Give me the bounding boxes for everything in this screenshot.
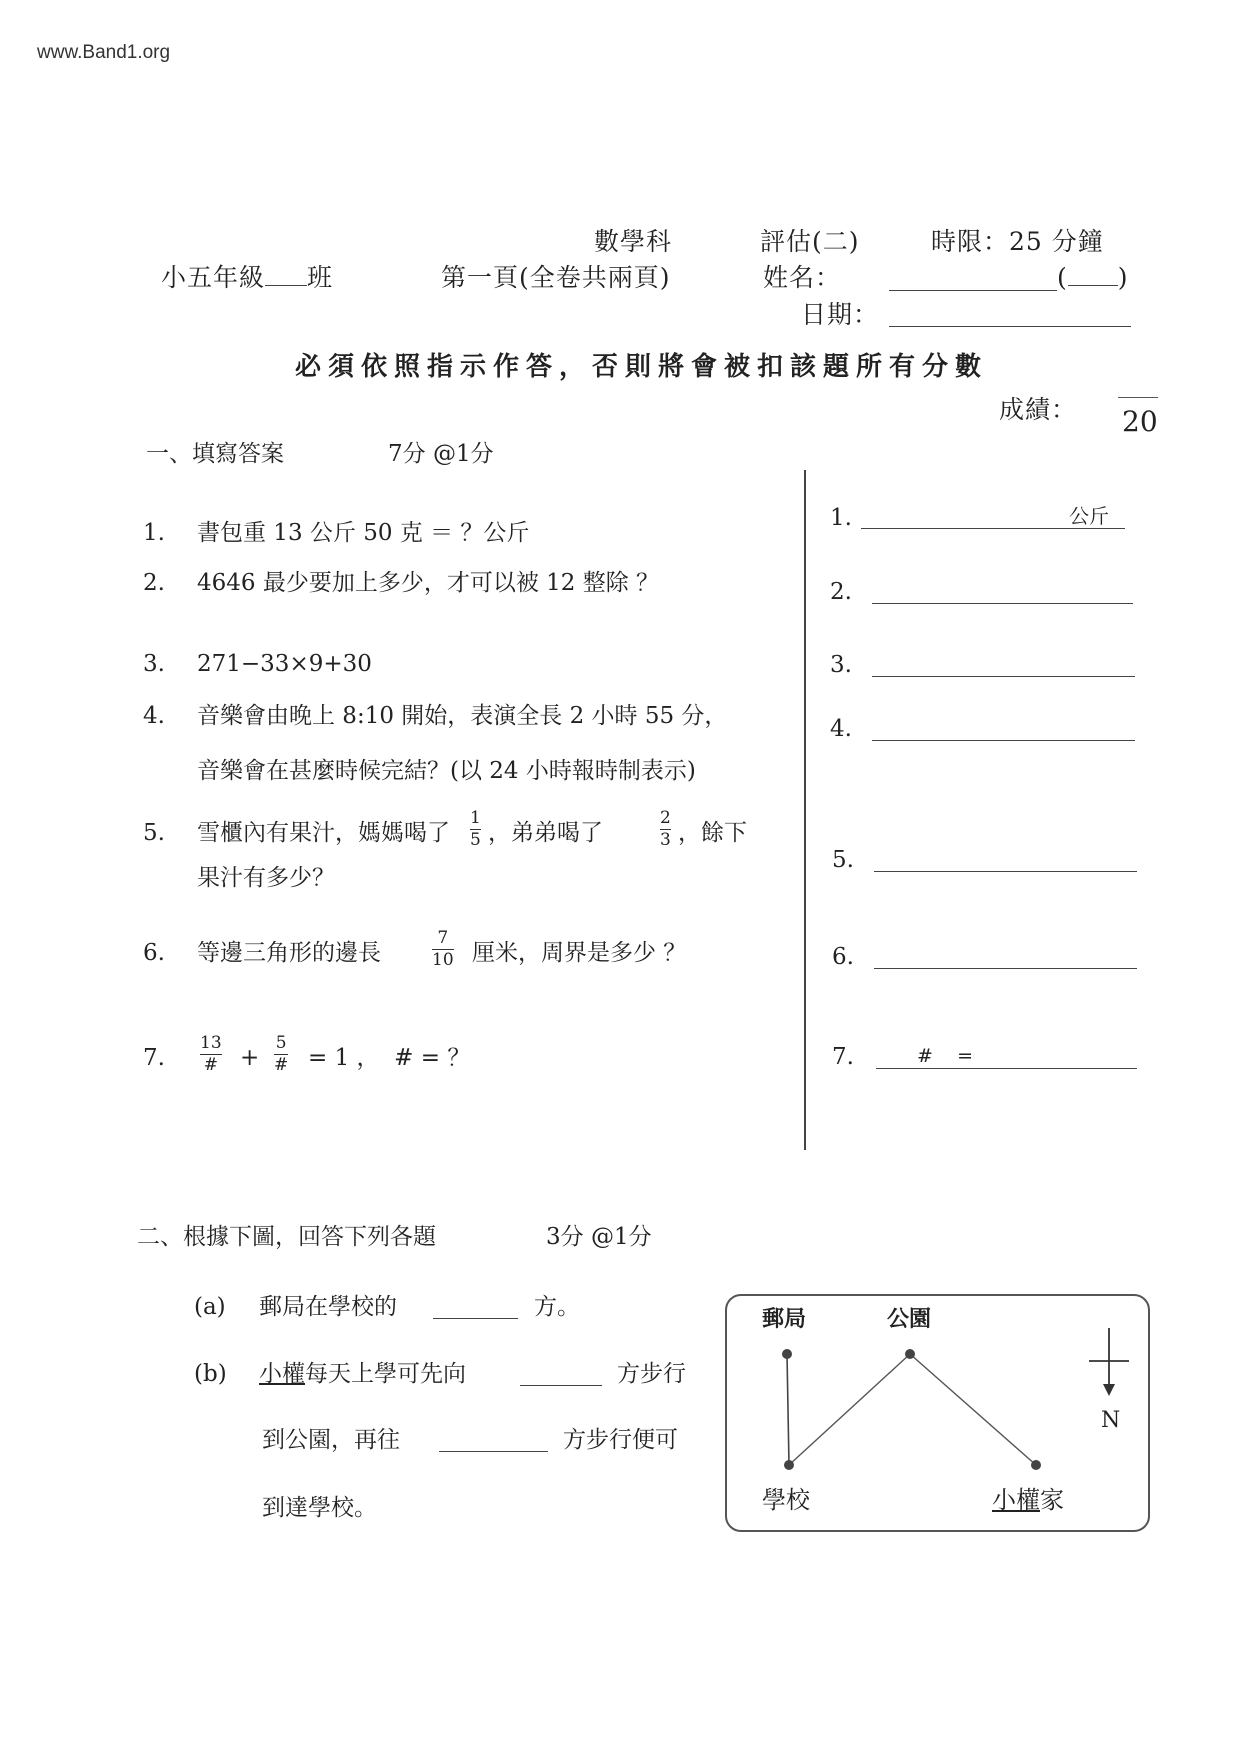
q4-number: 4. (143, 703, 165, 729)
a1-field[interactable] (861, 528, 1125, 529)
park-dot (905, 1349, 915, 1359)
time-limit: 時限：25 分鐘 (931, 227, 1104, 256)
name-label: 姓名： (763, 263, 842, 292)
score-total: 20 (1122, 405, 1158, 438)
a4-field[interactable] (872, 740, 1135, 741)
label-post-office: 郵局 (762, 1306, 807, 1332)
label-school: 學校 (762, 1486, 810, 1514)
q7-fraction-1: 13 # (200, 1033, 222, 1075)
score-field[interactable] (1118, 397, 1158, 398)
score-label: 成績： (999, 395, 1078, 424)
date-label: 日期： (801, 300, 880, 329)
q5-fraction-2: 2 3 (660, 808, 671, 850)
q1-text: 書包重 13 公斤 50 克 ＝ ？公斤 (197, 520, 530, 546)
column-divider (804, 470, 806, 1150)
qb-text-1: 每天上學可先向 (305, 1361, 466, 1387)
section2-title: 二、根據下圖，回答下列各題 (137, 1224, 436, 1250)
school-dot (784, 1460, 794, 1470)
route-park-home (910, 1354, 1036, 1465)
q4-text: 音樂會由晚上 8:10 開始，表演全長 2 小時 55 分， (197, 703, 728, 729)
grade-suffix: 班 (307, 263, 334, 292)
q7-number: 7. (143, 1045, 165, 1071)
a5-field[interactable] (874, 871, 1137, 872)
q1-number: 1. (143, 520, 165, 546)
q2-text: 4646 最少要加上多少，才可以被 12 整除 ？ (197, 570, 660, 596)
home-dot (1031, 1460, 1041, 1470)
q5-text-line2: 果汁有多少？ (197, 865, 335, 891)
compass-north-arrow-icon (1089, 1328, 1129, 1396)
a6-number: 6. (832, 944, 854, 970)
page-info: 第一頁(全卷共兩頁) (441, 263, 671, 292)
qa-text-1: 郵局在學校的 (259, 1294, 397, 1320)
class-blank[interactable] (265, 285, 307, 286)
qb-label: (b) (194, 1361, 227, 1387)
q7-fraction-2: 5 # (274, 1033, 289, 1075)
label-home: 小權家 (992, 1486, 1064, 1514)
qb-line1 (259, 1363, 466, 1386)
grade-label (161, 265, 333, 290)
q4-text-line2: 音樂會在甚麼時候完結？(以 24 小時報時制表示) (197, 758, 696, 784)
label-park: 公園 (887, 1306, 932, 1332)
a2-number: 2. (830, 579, 852, 605)
q6-text-b: 厘米，周界是多少 ？ (472, 940, 687, 966)
a2-field[interactable] (872, 603, 1133, 604)
qb-blank-1[interactable] (520, 1385, 602, 1386)
a3-number: 3. (830, 652, 852, 678)
qa-label: (a) (194, 1294, 226, 1320)
q5-text-b: ，弟弟喝了 (488, 820, 603, 846)
watermark: www.Band1.org (37, 42, 171, 63)
a3-field[interactable] (872, 676, 1135, 677)
a5-number: 5. (832, 847, 854, 873)
q3-text: 271−33×9+30 (197, 651, 372, 677)
q6-text-a: 等邊三角形的邊長 (197, 940, 381, 966)
assessment: 評估(二) (760, 227, 860, 256)
section1-marks: 7分 @1分 (388, 441, 494, 467)
map-diagram (725, 1294, 1150, 1532)
section1-title: 一、填寫答案 (146, 441, 284, 467)
qb-line2b: 方步行便可 (563, 1427, 678, 1453)
qb-name: 小權 (259, 1361, 305, 1387)
qb-line3: 到達學校。 (262, 1495, 377, 1521)
q7-plus: + (240, 1045, 260, 1071)
instruction: 必須依照指示作答，否則將會被扣該題所有分數 (295, 352, 989, 382)
q7-text: = 1 ， # = ？ (308, 1045, 471, 1071)
grade-prefix: 小五年級 (161, 263, 266, 292)
a4-number: 4. (830, 716, 852, 742)
q5-text-c: ，餘下 (678, 820, 747, 846)
q5-fraction-1: 1 5 (470, 808, 481, 850)
subject: 數學科 (594, 227, 673, 256)
q6-fraction: 7 10 (432, 928, 454, 970)
qb-text-2: 方步行 (617, 1361, 686, 1387)
qb-line2a: 到公園，再往 (262, 1427, 400, 1453)
a7-number: 7. (832, 1044, 854, 1070)
qa-text-2: 方。 (534, 1294, 580, 1320)
q3-number: 3. (143, 651, 165, 677)
q5-number: 5. (143, 820, 165, 846)
section2-marks: 3分 @1分 (546, 1224, 652, 1250)
qa-blank[interactable] (433, 1318, 518, 1319)
a1-number: 1. (830, 505, 852, 531)
route-school-post-office (787, 1354, 789, 1465)
a6-field[interactable] (874, 968, 1137, 969)
route-school-park (789, 1354, 910, 1465)
name-field[interactable] (889, 290, 1057, 291)
label-north: N (1101, 1408, 1121, 1433)
q5-text-a: 雪櫃內有果汁，媽媽喝了 (197, 820, 450, 846)
a7-field[interactable] (876, 1068, 1137, 1069)
q2-number: 2. (143, 570, 165, 596)
post-office-dot (782, 1349, 792, 1359)
date-field[interactable] (889, 326, 1131, 327)
a1-unit: 公斤 (1069, 504, 1109, 528)
class-number-field[interactable]: ( ) (1057, 263, 1129, 292)
a7-prefix: # = (917, 1045, 973, 1067)
qb-blank-2[interactable] (439, 1451, 548, 1452)
q6-number: 6. (143, 940, 165, 966)
